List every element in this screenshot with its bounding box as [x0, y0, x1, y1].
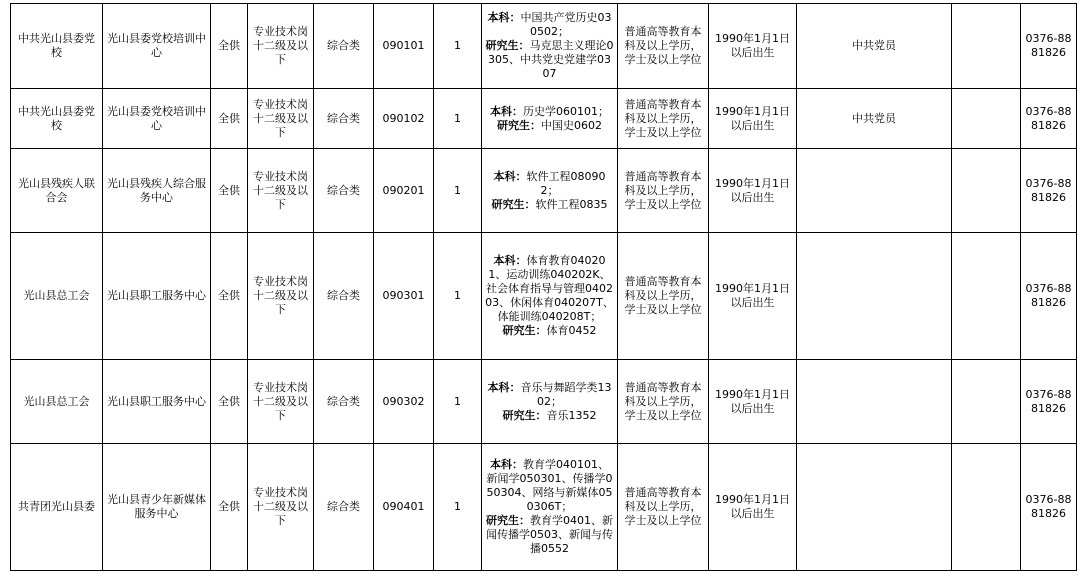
postgrad-majors: 教育学0401、新闻传播学0503、新闻与传播0552 — [486, 514, 613, 555]
code-cell: 090101 — [374, 4, 434, 89]
count-cell: 1 — [434, 360, 482, 444]
education-cell — [482, 360, 618, 444]
age-cell: 1990年1月1日以后出生 — [709, 149, 797, 233]
count-cell: 1 — [434, 233, 482, 360]
count-cell: 1 — [434, 89, 482, 149]
funding-cell: 全供 — [211, 4, 248, 89]
dept-cell: 光山县总工会 — [11, 360, 103, 444]
note-cell — [952, 149, 1021, 233]
table-row — [11, 233, 1077, 360]
code-cell: 090301 — [374, 233, 434, 360]
undergrad-majors: 中国共产党历史030502； — [520, 11, 612, 38]
post-level-cell: 专业技术岗十二级及以下 — [248, 149, 314, 233]
undergrad-majors: 体育教育040201、运动训练040202K、社会体育指导与管理040203、休闲体育040207T、体能训练040208T； — [485, 254, 614, 323]
post-level-cell: 专业技术岗十二级及以下 — [248, 4, 314, 89]
other-requirement-cell — [797, 149, 952, 233]
education-cell — [482, 4, 618, 89]
table-row — [11, 149, 1077, 233]
postgrad-label: 研究生： — [485, 39, 530, 52]
qualification-cell: 普通高等教育本科及以上学历，学士及以上学位 — [618, 4, 709, 89]
code-cell: 090401 — [374, 444, 434, 571]
post-level-cell: 专业技术岗十二级及以下 — [248, 444, 314, 571]
other-requirement-cell — [797, 360, 952, 444]
dept-cell: 中共光山县委党校 — [11, 89, 103, 149]
postgrad-label: 研究生： — [491, 197, 536, 211]
unit-cell: 光山县委党校培训中心 — [103, 4, 211, 89]
category-cell: 综合类 — [314, 233, 374, 360]
postgrad-majors: 体育0452 — [546, 324, 597, 337]
category-cell: 综合类 — [314, 4, 374, 89]
dept-cell: 中共光山县委党校 — [11, 4, 103, 89]
note-cell — [952, 360, 1021, 444]
postgrad-majors: 中国史0602 — [541, 118, 602, 132]
other-requirement-cell — [797, 233, 952, 360]
postgrad-label: 研究生： — [486, 514, 530, 527]
age-cell: 1990年1月1日以后出生 — [709, 233, 797, 360]
other-requirement-cell: 中共党员 — [797, 4, 952, 89]
qualification-cell: 普通高等教育本科及以上学历，学士及以上学位 — [618, 233, 709, 360]
qualification-cell: 普通高等教育本科及以上学历，学士及以上学位 — [618, 360, 709, 444]
category-cell: 综合类 — [314, 89, 374, 149]
phone-cell: 0376-8881826 — [1021, 149, 1077, 233]
undergrad-majors: 软件工程080902； — [526, 169, 606, 197]
undergrad-label: 本科： — [493, 169, 527, 183]
undergrad-majors: 教育学040101、新闻学050301、传播学050304、网络与新媒体050306T； — [486, 458, 613, 513]
qualification-cell: 普通高等教育本科及以上学历，学士及以上学位 — [618, 149, 709, 233]
code-cell: 090201 — [374, 149, 434, 233]
dept-cell: 光山县残疾人联合会 — [11, 149, 103, 233]
phone-cell: 0376-8881826 — [1021, 444, 1077, 571]
table-row — [11, 4, 1077, 89]
unit-cell: 光山县残疾人综合服务中心 — [103, 149, 211, 233]
phone-cell: 0376-8881826 — [1021, 360, 1077, 444]
phone-cell: 0376-8881826 — [1021, 89, 1077, 149]
undergrad-label: 本科： — [487, 11, 521, 24]
postgrad-majors: 音乐1352 — [546, 408, 597, 422]
unit-cell: 光山县职工服务中心 — [103, 233, 211, 360]
table-row — [11, 444, 1077, 571]
postgrad-label: 研究生： — [502, 408, 547, 422]
qualification-cell: 普通高等教育本科及以上学历，学士及以上学位 — [618, 89, 709, 149]
table-row — [11, 360, 1077, 444]
funding-cell: 全供 — [211, 149, 248, 233]
category-cell: 综合类 — [314, 360, 374, 444]
job-positions-table — [10, 3, 1077, 571]
other-requirement-cell: 中共党员 — [797, 89, 952, 149]
age-cell: 1990年1月1日以后出生 — [709, 444, 797, 571]
postgrad-label: 研究生： — [497, 118, 541, 132]
undergrad-label: 本科： — [490, 104, 523, 118]
note-cell — [952, 4, 1021, 89]
code-cell: 090102 — [374, 89, 434, 149]
education-cell — [482, 89, 618, 149]
age-cell: 1990年1月1日以后出生 — [709, 360, 797, 444]
education-cell — [482, 233, 618, 360]
post-level-cell: 专业技术岗十二级及以下 — [248, 89, 314, 149]
note-cell — [952, 444, 1021, 571]
funding-cell: 全供 — [211, 360, 248, 444]
note-cell — [952, 233, 1021, 360]
undergrad-label: 本科： — [487, 380, 521, 394]
category-cell: 综合类 — [314, 444, 374, 571]
post-level-cell: 专业技术岗十二级及以下 — [248, 360, 314, 444]
funding-cell: 全供 — [211, 444, 248, 571]
count-cell: 1 — [434, 444, 482, 571]
table-row — [11, 89, 1077, 149]
education-cell — [482, 149, 618, 233]
post-level-cell: 专业技术岗十二级及以下 — [248, 233, 314, 360]
note-cell — [952, 89, 1021, 149]
postgrad-majors: 软件工程0835 — [535, 197, 608, 211]
postgrad-majors: 马克思主义理论0305、中共党史党建学0307 — [488, 39, 614, 80]
unit-cell: 光山县委党校培训中心 — [103, 89, 211, 149]
undergrad-majors: 历史学060101； — [523, 104, 609, 118]
funding-cell: 全供 — [211, 89, 248, 149]
other-requirement-cell — [797, 444, 952, 571]
postgrad-label: 研究生： — [502, 324, 547, 337]
phone-cell: 0376-8881826 — [1021, 233, 1077, 360]
funding-cell: 全供 — [211, 233, 248, 360]
undergrad-label: 本科： — [493, 254, 527, 267]
unit-cell: 光山县职工服务中心 — [103, 360, 211, 444]
count-cell: 1 — [434, 149, 482, 233]
undergrad-label: 本科： — [490, 458, 523, 471]
education-cell — [482, 444, 618, 571]
age-cell: 1990年1月1日以后出生 — [709, 89, 797, 149]
age-cell: 1990年1月1日以后出生 — [709, 4, 797, 89]
dept-cell: 共青团光山县委 — [11, 444, 103, 571]
qualification-cell: 普通高等教育本科及以上学历，学士及以上学位 — [618, 444, 709, 571]
phone-cell: 0376-8881826 — [1021, 4, 1077, 89]
category-cell: 综合类 — [314, 149, 374, 233]
unit-cell: 光山县青少年新媒体服务中心 — [103, 444, 211, 571]
code-cell: 090302 — [374, 360, 434, 444]
undergrad-majors: 音乐与舞蹈学类1302； — [520, 380, 612, 408]
dept-cell: 光山县总工会 — [11, 233, 103, 360]
count-cell: 1 — [434, 4, 482, 89]
